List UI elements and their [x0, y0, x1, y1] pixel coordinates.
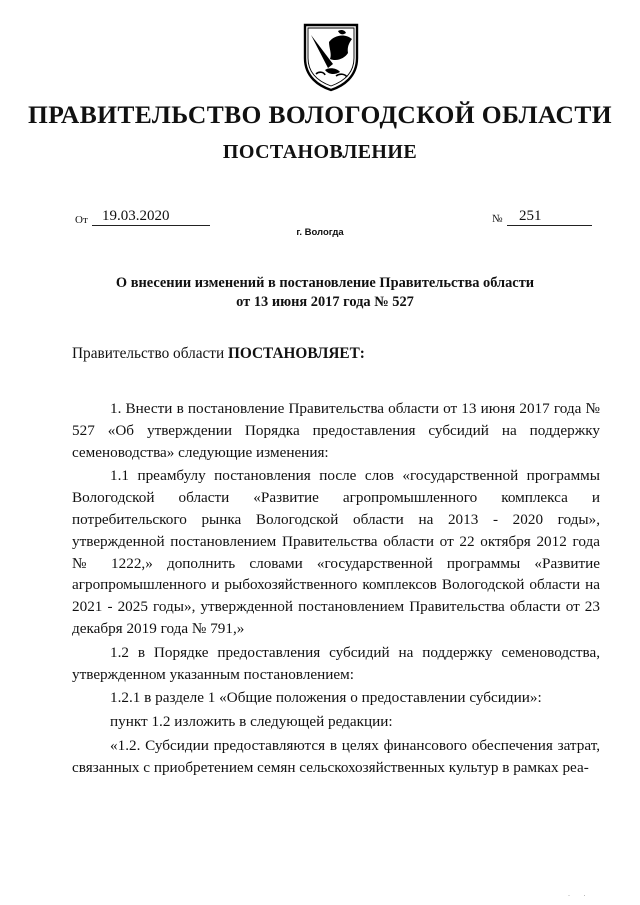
paragraph-quote-1-2: «1.2. Субсидии предоставляются в целях финансового обеспечения затрат, связанных с приобретением семян сельскохозяйственных культур в рамках реа-: [72, 736, 600, 776]
paragraph-1-1: 1.1 преамбулу постановления после слов «государственной программы Вологодской области «Развитие агропромышленного комплекса и потребительского рынка Вологодской области на 2013 - 2020 годы», утвержденной постановлением Правительства области от 22 октября 2012 года № 1222,» дополнить словами «государственной программы «Развитие агропромышленного и рыбохозяйственного комплексов Вологодской области на 2021 - 2025 годы», утвержденной постановлением Правительства области от 23 декабря 2019 года № 791,»: [72, 467, 600, 637]
paragraph-1-2: 1.2 в Порядке предоставления субсидий на поддержку семеноводства, утвержденном указанным постановлением:: [72, 643, 600, 683]
paragraph-1-2-1: 1.2.1 в разделе 1 «Общие положения о предоставлении субсидии»:: [110, 689, 542, 707]
preamble-prefix: Правительство области: [72, 345, 225, 362]
paragraph-1: 1. Внести в постановление Правительства области от 13 июня 2017 года № 527 «Об утверждении Порядка предоставления субсидий на поддержку семеноводства» следующие изменения:: [72, 400, 600, 461]
document-body: [72, 398, 600, 779]
scan-marks: · ·: [568, 893, 592, 899]
subject-line-1: О внесении изменений в постановление Правительства области: [115, 275, 535, 291]
date-label: От: [75, 214, 88, 226]
subject-line-2: от 13 июня 2017 года № 527: [236, 294, 414, 310]
date-value: 19.03.2020: [92, 207, 210, 226]
document-subject: [90, 274, 560, 312]
coat-of-arms-emblem: [301, 22, 361, 92]
city-name: г. Вологда: [296, 227, 344, 238]
coat-of-arms-icon: [301, 22, 361, 92]
document-type: ПОСТАНОВЛЕНИЕ: [222, 141, 418, 163]
preamble-keyword: ПОСТАНОВЛЯЕТ:: [228, 345, 365, 362]
number-value: 251: [507, 207, 592, 226]
preamble: [72, 345, 365, 363]
government-title: ПРАВИТЕЛЬСТВО ВОЛОГОДСКОЙ ОБЛАСТИ: [27, 100, 613, 129]
paragraph-point-1-2: пункт 1.2 изложить в следующей редакции:: [110, 713, 393, 731]
number-label: №: [492, 213, 503, 225]
